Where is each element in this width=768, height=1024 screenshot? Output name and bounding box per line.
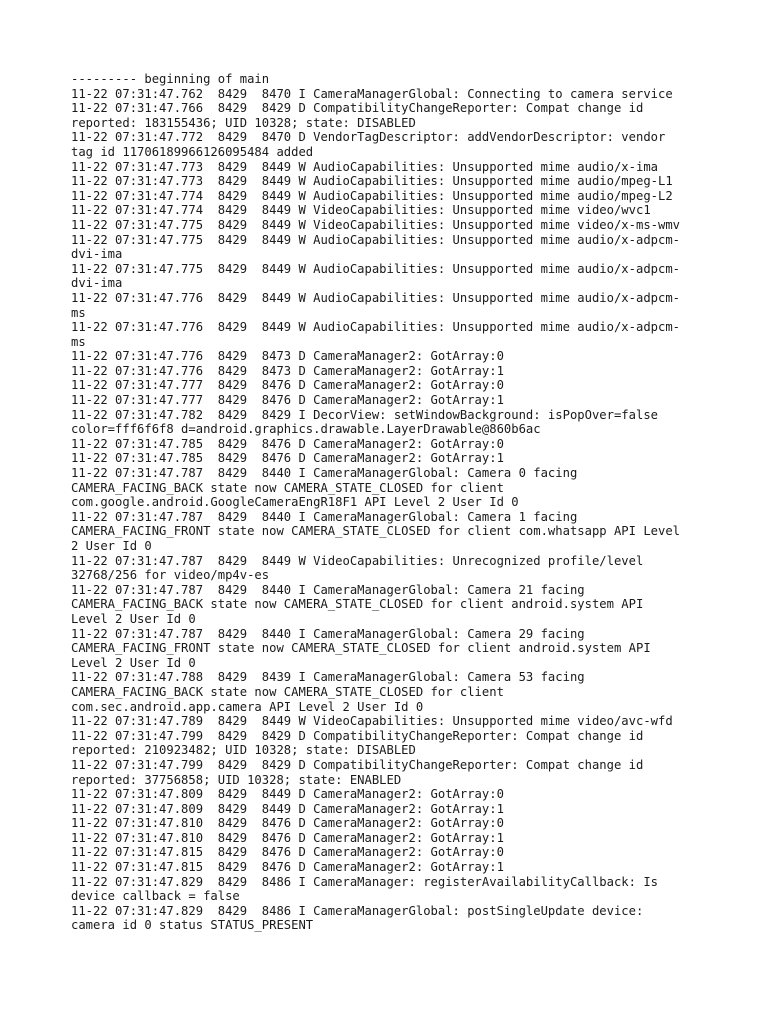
- log-line: 32768/256 for video/mp4v-es: [71, 568, 270, 583]
- log-line: Level 2 User Id 0: [71, 611, 196, 626]
- log-line: reported: 37756858; UID 10328; state: ENABLED: [71, 772, 402, 787]
- log-line: 11-22 07:31:47.773 8429 8449 W AudioCapabilities: Unsupported mime audio/x-ima: [71, 159, 658, 174]
- log-line: tag id 11706189966126095484 added: [71, 144, 314, 159]
- log-line: com.sec.android.app.camera API Level 2 User Id 0: [71, 699, 424, 714]
- log-line: ms: [71, 305, 86, 320]
- log-line: dvi-ima: [71, 276, 123, 291]
- log-line: 11-22 07:31:47.787 8429 8440 I CameraManagerGlobal: Camera 21 facing: [71, 582, 585, 597]
- log-line: 11-22 07:31:47.776 8429 8473 D CameraManager2: GotArray:1: [71, 363, 504, 378]
- log-line: reported: 210923482; UID 10328; state: DISABLED: [71, 743, 416, 758]
- log-line: 11-22 07:31:47.776 8429 8449 W AudioCapabilities: Unsupported mime audio/x-adpcm-: [71, 290, 681, 305]
- log-line: device callback = false: [71, 889, 240, 904]
- log-line: 11-22 07:31:47.787 8429 8440 I CameraManagerGlobal: Camera 0 facing: [71, 466, 578, 481]
- log-line: color=fff6f6f8 d=android.graphics.drawable.LayerDrawable@860b6ac: [71, 422, 541, 437]
- log-line: 11-22 07:31:47.809 8429 8449 D CameraManager2: GotArray:1: [71, 801, 504, 816]
- log-line: CAMERA_FACING_FRONT state now CAMERA_STATE_CLOSED for client android.system API: [71, 641, 651, 656]
- log-line: CAMERA_FACING_BACK state now CAMERA_STATE_CLOSED for client: [71, 480, 504, 495]
- log-line: CAMERA_FACING_FRONT state now CAMERA_STATE_CLOSED for client com.whatsapp API Level: [71, 524, 681, 539]
- log-line: 2 User Id 0: [71, 539, 152, 553]
- log-line: 11-22 07:31:47.775 8429 8449 W VideoCapabilities: Unsupported mime video/x-ms-wmv: [71, 217, 681, 232]
- log-line: 11-22 07:31:47.810 8429 8476 D CameraManager2: GotArray:1: [71, 830, 504, 845]
- log-line: 11-22 07:31:47.775 8429 8449 W AudioCapabilities: Unsupported mime audio/x-adpcm-: [71, 232, 681, 247]
- log-line: 11-22 07:31:47.776 8429 8473 D CameraManager2: GotArray:0: [71, 349, 504, 364]
- log-line: 11-22 07:31:47.829 8429 8486 I CameraManager: registerAvailabilityCallback: Is: [71, 874, 658, 889]
- log-line: 11-22 07:31:47.782 8429 8429 I DecorView: setWindowBackground: isPopOver=false: [71, 407, 658, 422]
- log-line: Level 2 User Id 0: [71, 655, 196, 670]
- log-line: 11-22 07:31:47.762 8429 8470 I CameraManagerGlobal: Connecting to camera service: [71, 86, 673, 101]
- log-line: 11-22 07:31:47.766 8429 8429 D CompatibilityChangeReporter: Compat change id: [71, 101, 644, 116]
- log-line: 11-22 07:31:47.815 8429 8476 D CameraManager2: GotArray:1: [71, 860, 504, 875]
- log-line: 11-22 07:31:47.787 8429 8440 I CameraManagerGlobal: Camera 29 facing: [71, 626, 585, 641]
- log-line: 11-22 07:31:47.829 8429 8486 I CameraManagerGlobal: postSingleUpdate device:: [71, 903, 644, 918]
- log-line: 11-22 07:31:47.777 8429 8476 D CameraManager2: GotArray:0: [71, 378, 504, 393]
- log-line: 11-22 07:31:47.789 8429 8449 W VideoCapabilities: Unsupported mime video/avc-wfd: [71, 714, 673, 729]
- log-line: CAMERA_FACING_BACK state now CAMERA_STATE_CLOSED for client: [71, 684, 504, 699]
- log-line: 11-22 07:31:47.810 8429 8476 D CameraManager2: GotArray:0: [71, 816, 504, 831]
- log-output: [71, 72, 721, 933]
- log-line: 11-22 07:31:47.772 8429 8470 D VendorTagDescriptor: addVendorDescriptor: vendor: [71, 130, 666, 145]
- log-line: 11-22 07:31:47.776 8429 8449 W AudioCapabilities: Unsupported mime audio/x-adpcm-: [71, 320, 681, 335]
- log-line: 11-22 07:31:47.775 8429 8449 W AudioCapabilities: Unsupported mime audio/x-adpcm-: [71, 261, 681, 276]
- log-line: 11-22 07:31:47.773 8429 8449 W AudioCapabilities: Unsupported mime audio/mpeg-L1: [71, 174, 673, 189]
- log-line: 11-22 07:31:47.787 8429 8449 W VideoCapabilities: Unrecognized profile/level: [71, 553, 644, 568]
- log-line: ms: [71, 334, 86, 349]
- log-line: 11-22 07:31:47.788 8429 8439 I CameraManagerGlobal: Camera 53 facing: [71, 670, 585, 685]
- log-line: 11-22 07:31:47.774 8429 8449 W VideoCapabilities: Unsupported mime video/wvc1: [71, 203, 651, 218]
- log-line: CAMERA_FACING_BACK state now CAMERA_STATE_CLOSED for client android.system API: [71, 597, 644, 612]
- log-line: 11-22 07:31:47.777 8429 8476 D CameraManager2: GotArray:1: [71, 393, 504, 408]
- log-line: 11-22 07:31:47.815 8429 8476 D CameraManager2: GotArray:0: [71, 845, 504, 860]
- log-line: reported: 183155436; UID 10328; state: DISABLED: [71, 115, 416, 130]
- log-line: 11-22 07:31:47.774 8429 8449 W AudioCapabilities: Unsupported mime audio/mpeg-L2: [71, 188, 673, 203]
- log-line: 11-22 07:31:47.799 8429 8429 D CompatibilityChangeReporter: Compat change id: [71, 728, 644, 743]
- log-line: 11-22 07:31:47.809 8429 8449 D CameraManager2: GotArray:0: [71, 787, 504, 802]
- log-line: camera id 0 status STATUS_PRESENT: [71, 918, 314, 933]
- log-line: 11-22 07:31:47.785 8429 8476 D CameraManager2: GotArray:1: [71, 451, 504, 466]
- log-line: 11-22 07:31:47.787 8429 8440 I CameraManagerGlobal: Camera 1 facing: [71, 509, 578, 524]
- log-line: 11-22 07:31:47.785 8429 8476 D CameraManager2: GotArray:0: [71, 436, 504, 451]
- log-line: --------- beginning of main: [71, 72, 270, 86]
- log-line: dvi-ima: [71, 247, 123, 262]
- log-line: com.google.android.GoogleCameraEngR18F1 API Level 2 User Id 0: [71, 495, 519, 510]
- log-line: 11-22 07:31:47.799 8429 8429 D CompatibilityChangeReporter: Compat change id: [71, 757, 644, 772]
